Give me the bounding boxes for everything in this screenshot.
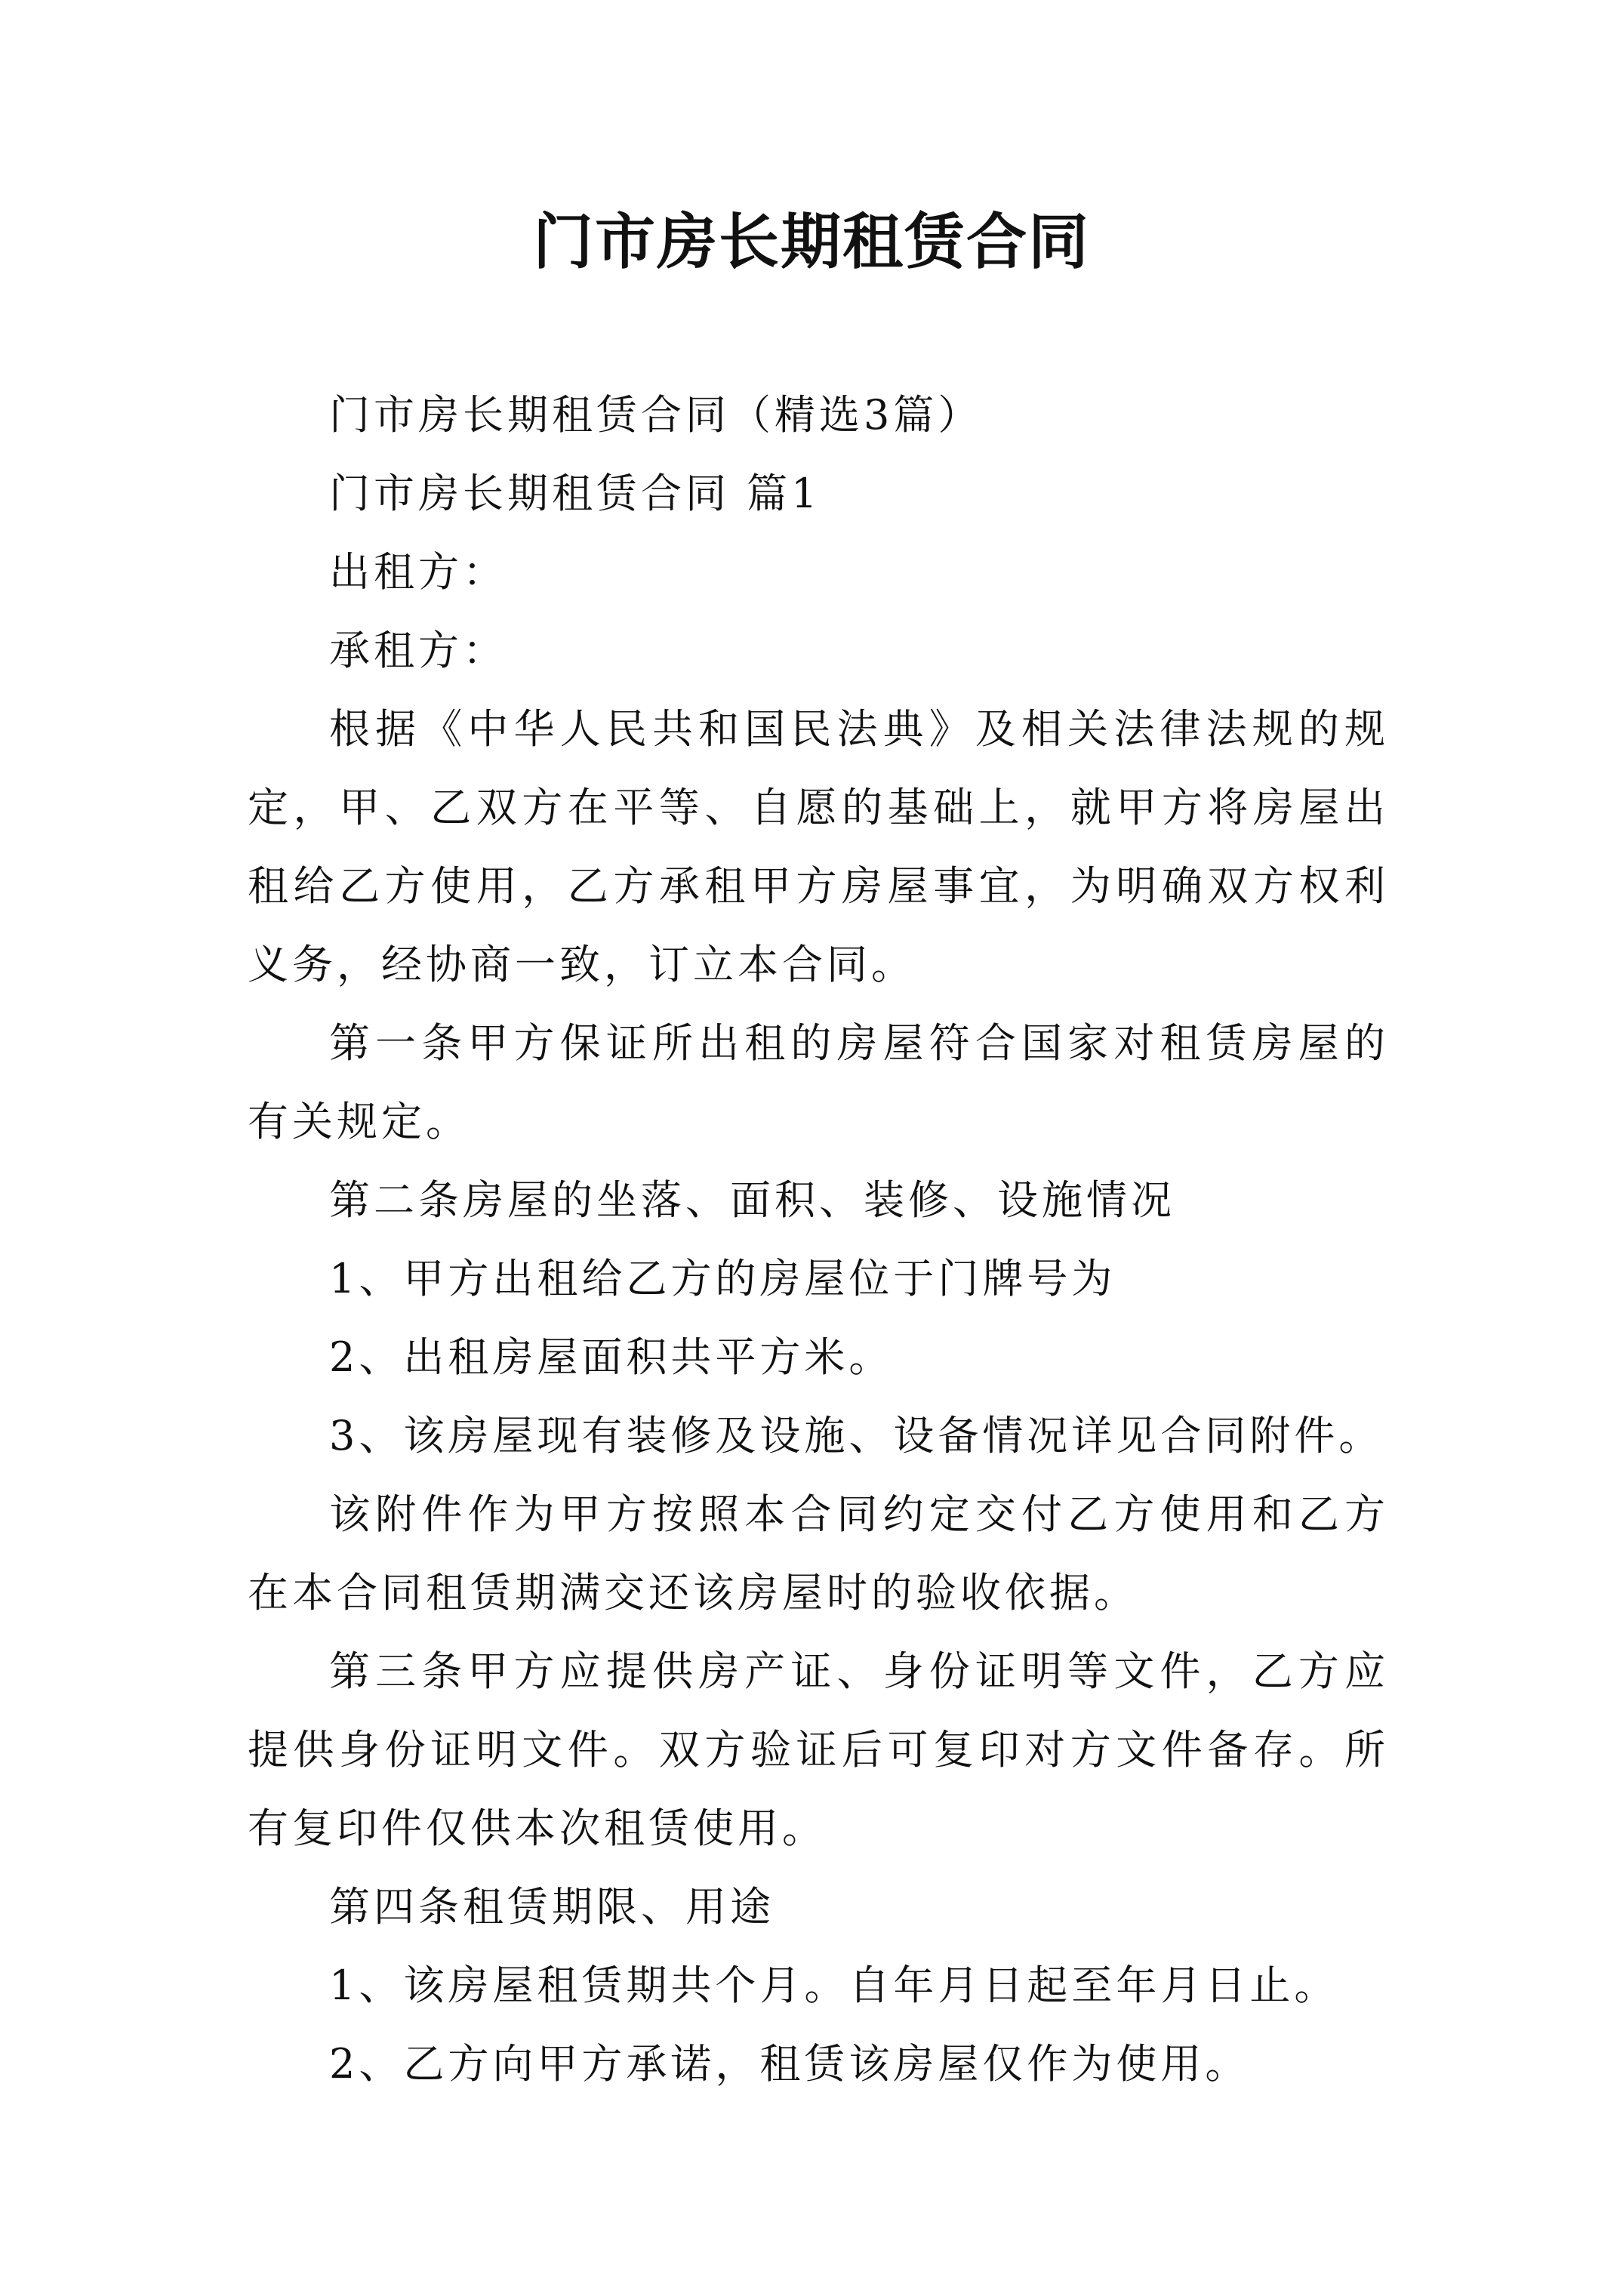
paragraph-article-3: 第三条甲方应提供房产证、身份证明等文件，乙方应提供身份证明文件。双方验证后可复印对方文件备存。所有复印件仅供本次租赁使用。 [248,1647,1389,1852]
document-body [248,376,1389,2103]
paragraph-preamble: 根据《中华人民共和国民法典》及相关法律法规的规定，甲、乙双方在平等、自愿的基础上，就甲方将房屋出租给乙方使用，乙方承租甲方房屋事宜，为明确双方权利义务，经协商一致，订立本合同。 [248,705,1389,988]
paragraph-lessor: 出租方： [329,548,507,596]
paragraph-article-4-item-1: 1、该房屋租赁期共个月。自年月日起至年月日止。 [329,1962,1339,2009]
paragraph-article-2: 第二条房屋的坐落、面积、装修、设施情况 [329,1176,1175,1224]
paragraph-article-2-item-1: 1、甲方出租给乙方的房屋位于门牌号为 [329,1255,1116,1302]
paragraph-article-2-item-3: 3、该房屋现有装修及设施、设备情况详见合同附件。 [329,1412,1384,1459]
paragraph-article-4-item-2: 2、乙方向甲方承诺，租赁该房屋仅作为使用。 [329,2040,1250,2088]
document-title: 门市房长期租赁合同 [533,206,1090,277]
paragraph-lessee: 承租方： [329,627,507,674]
paragraph-article-4: 第四条租赁期限、用途 [329,1883,775,1931]
paragraph-article-1: 第一条甲方保证所出租的房屋符合国家对租赁房屋的有关规定。 [248,1019,1389,1145]
paragraph-article-2-item-2: 2、出租房屋面积共平方米。 [329,1333,894,1381]
paragraph-section-heading: 门市房长期租赁合同 篇1 [329,470,821,517]
paragraph-annex-note: 该附件作为甲方按照本合同约定交付乙方使用和乙方在本合同租赁期满交还该房屋时的验收依据。 [248,1490,1389,1616]
paragraph-subtitle: 门市房长期租赁合同（精选3篇） [329,391,983,439]
